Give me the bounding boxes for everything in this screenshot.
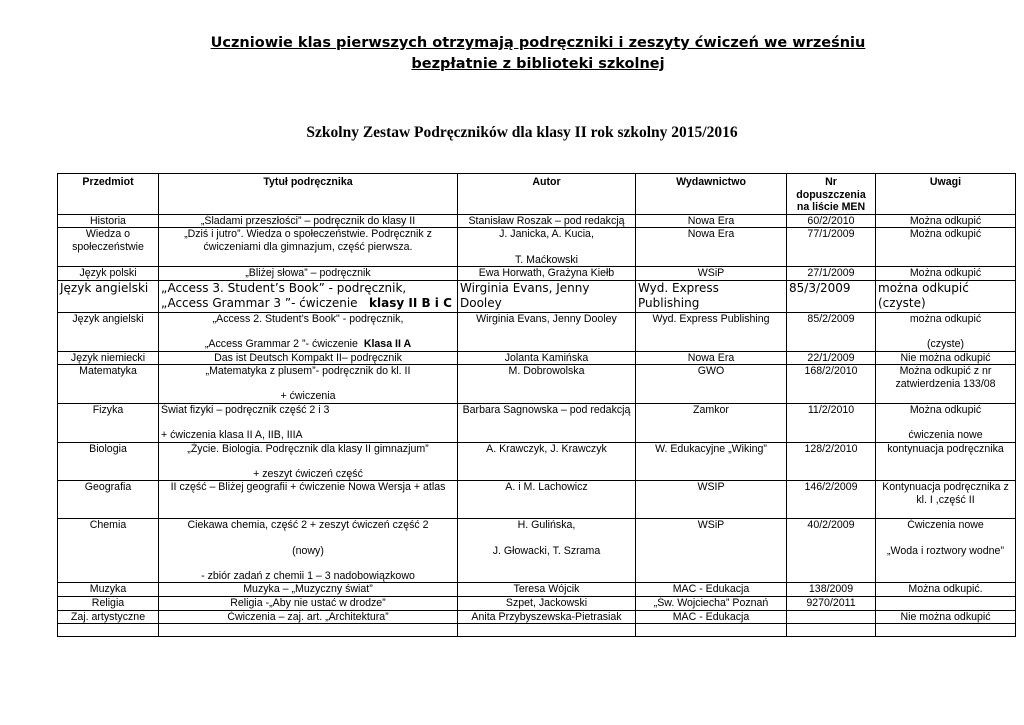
notes-cell: Można odkupić.: [876, 583, 1016, 597]
column-header-subject: Przedmiot: [58, 174, 159, 215]
table-row: [58, 481, 1016, 519]
notes-line: (czyste): [926, 337, 965, 350]
author-cell: Stanisław Roszak – pod redakcją: [458, 214, 636, 228]
title-cell: II część – Bliżej geografii + ćwiczenie Nowa Wersja + atlas: [159, 481, 458, 519]
subject-cell: Geografia: [58, 481, 159, 519]
number-cell: [787, 610, 876, 624]
subject-cell: Język angielski: [58, 312, 159, 351]
publisher-cell: [636, 280, 787, 312]
title-cell: Das ist Deutsch Kompakt II– podręcznik: [159, 351, 458, 365]
author-line: J. Głowacki, T. Szrama: [492, 544, 601, 557]
publisher-line: Publishing: [638, 296, 700, 311]
author-line: T. Maćkowski: [515, 253, 578, 266]
notes-line: Można odkupić: [909, 403, 982, 416]
number-cell: 9270/2011: [787, 597, 876, 611]
title-line: - zbiór zadań z chemii 1 – 3 nadobowiązkowo: [201, 569, 415, 582]
column-header-notes: Uwagi: [876, 174, 1016, 215]
subject-cell: Fizyka: [58, 403, 159, 442]
title-cell: [159, 519, 458, 583]
title-line: + zeszyt ćwiczeń część: [253, 467, 363, 480]
subject-cell: Religia: [58, 597, 159, 611]
author-cell: Wirginia Evans, Jenny Dooley: [458, 312, 636, 351]
subject-cell: Wiedza o społeczeństwie: [58, 228, 159, 267]
title-cell: [159, 280, 458, 312]
empty-row: [58, 624, 1016, 637]
publisher-line: Wyd. Express: [638, 280, 719, 295]
author-cell: A. Krawczyk, J. Krawczyk: [458, 442, 636, 481]
author-cell: A. i M. Lachowicz: [458, 481, 636, 519]
author-cell: [458, 228, 636, 267]
title-line: „Access 3. Student’s Book” - podręcznik,: [161, 280, 407, 295]
title-cell: Muzyka – „Muzyczny świat”: [159, 583, 458, 597]
notes-line: ćwiczenia nowe: [908, 429, 983, 442]
notes-line: Ćwiczenia nowe: [907, 519, 984, 532]
table-row: [58, 351, 1016, 365]
notes-cell: kontynuacja podręcznika: [876, 442, 1016, 481]
notes-cell: Kontynuacja podręcznika z kl. I ,część II: [876, 481, 1016, 519]
subject-cell: Muzyka: [58, 583, 159, 597]
title-cell: Ćwiczenia – zaj. art. „Architektura”: [159, 610, 458, 624]
subject-cell: Chemia: [58, 519, 159, 583]
table-row: [58, 519, 1016, 583]
document-subtitle: Szkolny Zestaw Podręczników dla klasy II rok szkolny 2015/2016: [306, 124, 738, 141]
subject-cell: Język niemiecki: [58, 351, 159, 365]
notes-cell: [876, 597, 1016, 611]
subject-cell: Język polski: [58, 267, 159, 281]
author-cell: Szpet, Jackowski: [458, 597, 636, 611]
publisher-cell: Nowa Era: [636, 351, 787, 365]
table-row: [58, 442, 1016, 481]
title-line: Ciekawa chemia, część 2 + zeszyt ćwiczeń część 2: [187, 519, 429, 532]
notes-cell: Można odkupić z nr zatwierdzenia 133/08: [876, 365, 1016, 404]
publisher-cell: W. Edukacyjne „Wiking”: [636, 442, 787, 481]
column-header-publisher: Wydawnictwo: [636, 174, 787, 215]
title-line: + ćwiczenia: [280, 390, 336, 403]
author-cell: M. Dobrowolska: [458, 365, 636, 404]
author-line: H. Gulińska,: [517, 519, 576, 532]
title-line: „Życie. Biologia. Podręcznik dla klasy II gimnazjum”: [187, 442, 429, 455]
number-cell: 77/1/2009: [787, 228, 876, 267]
column-header-author: Autor: [458, 174, 636, 215]
notes-cell: Można odkupić: [876, 228, 1016, 267]
notes-cell: Nie można odkupić: [876, 351, 1016, 365]
title-cell: „Śladami przeszłości” – podręcznik do klasy II: [159, 214, 458, 228]
number-cell: 168/2/2010: [787, 365, 876, 404]
table-row: [58, 267, 1016, 281]
table-row: [58, 610, 1016, 624]
number-cell: 27/1/2009: [787, 267, 876, 281]
number-cell: 85/3/2009: [787, 280, 876, 312]
publisher-cell: Nowa Era: [636, 214, 787, 228]
table-row: [58, 312, 1016, 351]
title-cell: [159, 442, 458, 481]
title-line: (nowy): [292, 544, 324, 557]
table-row: [58, 365, 1016, 404]
publisher-cell: Nowa Era: [636, 228, 787, 267]
notes-cell: Nie można odkupić: [876, 610, 1016, 624]
publisher-cell: MAC - Edukacja: [636, 610, 787, 624]
author-cell: [458, 519, 636, 583]
notes-cell: [876, 280, 1016, 312]
number-cell: 11/2/2010: [787, 403, 876, 442]
table-header-row: [58, 174, 1016, 215]
class-note: Klasa II A: [363, 337, 412, 350]
subject-cell: Biologia: [58, 442, 159, 481]
author-cell: Ewa Horwath, Grażyna Kiełb: [458, 267, 636, 281]
author-cell: Anita Przybyszewska-Pietrasiak: [458, 610, 636, 624]
notes-line: można odkupić: [909, 312, 982, 325]
author-line: J. Janicka, A. Kucia,: [499, 228, 594, 241]
subject-cell: Historia: [58, 214, 159, 228]
notes-cell: [876, 403, 1016, 442]
number-cell: 138/2009: [787, 583, 876, 597]
table-row: [58, 228, 1016, 267]
table-row: [58, 280, 1016, 312]
title-line: „Matematyka z plusem”- podręcznik do kl. II: [205, 365, 411, 378]
number-cell: 22/1/2009: [787, 351, 876, 365]
title-line: „Access Grammar 3 ”- ćwiczenie: [161, 296, 358, 311]
subject-cell: Język angielski: [58, 280, 159, 312]
table-row: [58, 583, 1016, 597]
class-note: klasy II B i C: [369, 296, 452, 311]
subject-cell: Zaj. artystyczne: [58, 610, 159, 624]
table-row: [58, 597, 1016, 611]
publisher-cell: WSiP: [636, 519, 787, 583]
title-cell: [159, 403, 458, 442]
notes-cell: [876, 519, 1016, 583]
author-cell: Jolanta Kamińska: [458, 351, 636, 365]
notes-line: (czyste): [878, 296, 926, 311]
notes-cell: [876, 312, 1016, 351]
column-header-number: Nr dopuszczenia na liście MEN: [787, 174, 876, 215]
notes-cell: Można odkupić: [876, 267, 1016, 281]
subject-cell: Matematyka: [58, 365, 159, 404]
number-cell: 40/2/2009: [787, 519, 876, 583]
table-row: [58, 214, 1016, 228]
title-cell: [159, 365, 458, 404]
number-cell: 146/2/2009: [787, 481, 876, 519]
notes-line: można odkupić: [878, 280, 969, 295]
title-line: „Access Grammar 2 ”- ćwiczenie: [204, 337, 358, 350]
heading-line-1: Uczniowie klas pierwszych otrzymają podręczniki i zeszyty ćwiczeń we wrześniu: [210, 35, 866, 51]
publisher-cell: „Św. Wojciecha” Poznań: [636, 597, 787, 611]
number-cell: 85/2/2009: [787, 312, 876, 351]
textbook-table: [57, 173, 1016, 637]
notes-cell: Można odkupić: [876, 214, 1016, 228]
publisher-cell: GWO: [636, 365, 787, 404]
title-cell: Religia -„Aby nie ustać w drodze”: [159, 597, 458, 611]
author-cell: Wirginia Evans, Jenny Dooley: [458, 280, 636, 312]
publisher-cell: WSiP: [636, 267, 787, 281]
title-line: „Access 2. Student’s Book" - podręcznik,: [212, 312, 404, 325]
title-line: Świat fizyki – podręcznik część 2 i 3: [161, 403, 330, 416]
number-cell: 60/2/2010: [787, 214, 876, 228]
table-row: [58, 403, 1016, 442]
number-cell: 128/2/2010: [787, 442, 876, 481]
title-cell: [159, 312, 458, 351]
publisher-cell: Wyd. Express Publishing: [636, 312, 787, 351]
column-header-title: Tytuł podręcznika: [159, 174, 458, 215]
title-line: + ćwiczenia klasa II A, IIB, IIIA: [161, 429, 303, 442]
title-cell: „Dziś i jutro”. Wiedza o społeczeństwie. Podręcznik z ćwiczeniami dla gimnazjum, część pierwsza.: [159, 228, 458, 267]
publisher-cell: MAC - Edukacja: [636, 583, 787, 597]
heading-line-2: bezpłatnie z biblioteki szkolnej: [411, 56, 665, 72]
notes-line: „Woda i roztwory wodne”: [887, 544, 1004, 557]
author-cell: Barbara Sagnowska – pod redakcją: [458, 403, 636, 442]
author-cell: Teresa Wójcik: [458, 583, 636, 597]
publisher-cell: Zamkor: [636, 403, 787, 442]
title-cell: „Bliżej słowa” – podręcznik: [159, 267, 458, 281]
publisher-cell: WSIP: [636, 481, 787, 519]
